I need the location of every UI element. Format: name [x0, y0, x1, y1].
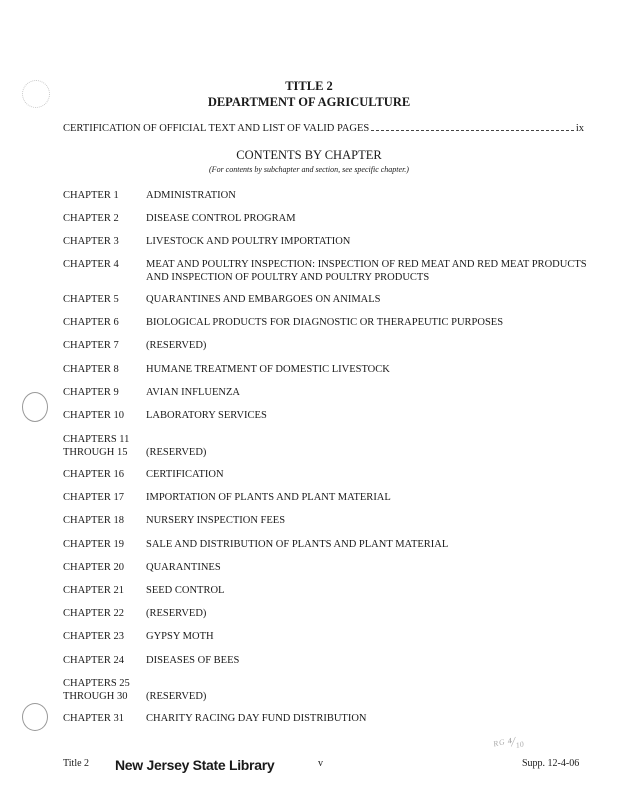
chapter-number: CHAPTER 21	[63, 585, 124, 596]
footer-title: Title 2	[63, 758, 90, 769]
chapter-number: CHAPTER 24	[63, 655, 124, 666]
chapter-number: CHAPTER 23	[63, 631, 124, 642]
chapter-title: SALE AND DISTRIBUTION OF PLANTS AND PLANT MATERIAL	[146, 539, 449, 550]
chapter-title: DISEASE CONTROL PROGRAM	[146, 213, 296, 224]
chapter-title: BIOLOGICAL PRODUCTS FOR DIAGNOSTIC OR THERAPEUTIC PURPOSES	[146, 317, 504, 328]
chapter-number: CHAPTER 4	[63, 259, 119, 270]
binder-hole-middle	[22, 392, 48, 422]
contents-heading: CONTENTS BY CHAPTER	[236, 148, 382, 162]
chapter-title: NURSERY INSPECTION FEES	[146, 515, 286, 526]
chapter-title: QUARANTINES AND EMBARGOES ON ANIMALS	[146, 294, 381, 305]
chapter-number: CHAPTER 7	[63, 340, 119, 351]
chapter-number: CHAPTER 10	[63, 410, 124, 421]
page-title: TITLE 2	[285, 79, 333, 93]
library-stamp: New Jersey State Library	[115, 757, 275, 773]
chapter-number: CHAPTER 18	[63, 515, 124, 526]
handwritten-mark: ᴿᴳ ⁴⁄₁₀	[491, 731, 525, 754]
contents-note: (For contents by subchapter and section, see specific chapter.)	[209, 165, 409, 174]
chapter-title: CERTIFICATION	[146, 469, 224, 480]
chapter-number: CHAPTER 9	[63, 387, 119, 398]
footer-page-number: v	[318, 758, 323, 769]
chapter-title: CHARITY RACING DAY FUND DISTRIBUTION	[146, 713, 367, 724]
footer-supplement-date: Supp. 12-4-06	[522, 758, 580, 769]
chapter-number: CHAPTERS 11 THROUGH 15	[63, 434, 130, 458]
chapter-title: IMPORTATION OF PLANTS AND PLANT MATERIAL	[146, 492, 391, 503]
chapter-title: GYPSY MOTH	[146, 631, 214, 642]
chapter-number: CHAPTER 8	[63, 364, 119, 375]
chapter-number: CHAPTERS 25 THROUGH 30	[63, 678, 130, 702]
chapter-number: CHAPTER 1	[63, 190, 119, 201]
chapter-title: HUMANE TREATMENT OF DOMESTIC LIVESTOCK	[146, 364, 390, 375]
chapter-title: ADMINISTRATION	[146, 190, 236, 201]
chapter-title: SEED CONTROL	[146, 585, 225, 596]
chapter-number: CHAPTER 20	[63, 562, 124, 573]
chapter-title: (RESERVED)	[146, 446, 207, 458]
chapter-title: (RESERVED)	[146, 340, 207, 351]
chapter-number: CHAPTER 22	[63, 608, 124, 619]
chapter-title: LIVESTOCK AND POULTRY IMPORTATION	[146, 236, 351, 247]
chapter-number: CHAPTER 3	[63, 236, 119, 247]
chapter-number: CHAPTER 17	[63, 492, 124, 503]
chapter-number: CHAPTER 2	[63, 213, 119, 224]
page-subtitle: DEPARTMENT OF AGRICULTURE	[207, 95, 411, 109]
chapter-number: CHAPTER 31	[63, 713, 124, 724]
chapter-title: (RESERVED)	[146, 690, 207, 702]
certification-line	[63, 123, 584, 134]
certification-label: CERTIFICATION OF OFFICIAL TEXT AND LIST OF VALID PAGES	[63, 123, 370, 134]
chapter-number: CHAPTER 6	[63, 317, 119, 328]
certification-page: ix	[575, 123, 584, 134]
chapter-title: AVIAN INFLUENZA	[146, 387, 241, 398]
chapter-title: (RESERVED)	[146, 608, 207, 619]
chapter-title: LABORATORY SERVICES	[146, 410, 267, 421]
chapter-number: CHAPTER 19	[63, 539, 124, 550]
chapter-title: QUARANTINES	[146, 562, 221, 573]
chapter-title: DISEASES OF BEES	[146, 655, 240, 666]
chapter-number: CHAPTER 16	[63, 469, 124, 480]
chapter-number: CHAPTER 5	[63, 294, 119, 305]
dot-leader	[371, 129, 574, 131]
binder-hole-bottom	[22, 703, 48, 731]
chapter-title: MEAT AND POULTRY INSPECTION: INSPECTION OF RED MEAT AND RED MEAT PRODUCTS AND INSPECTION OF POULTRY AND POULTRY PRODUCTS	[146, 259, 587, 283]
